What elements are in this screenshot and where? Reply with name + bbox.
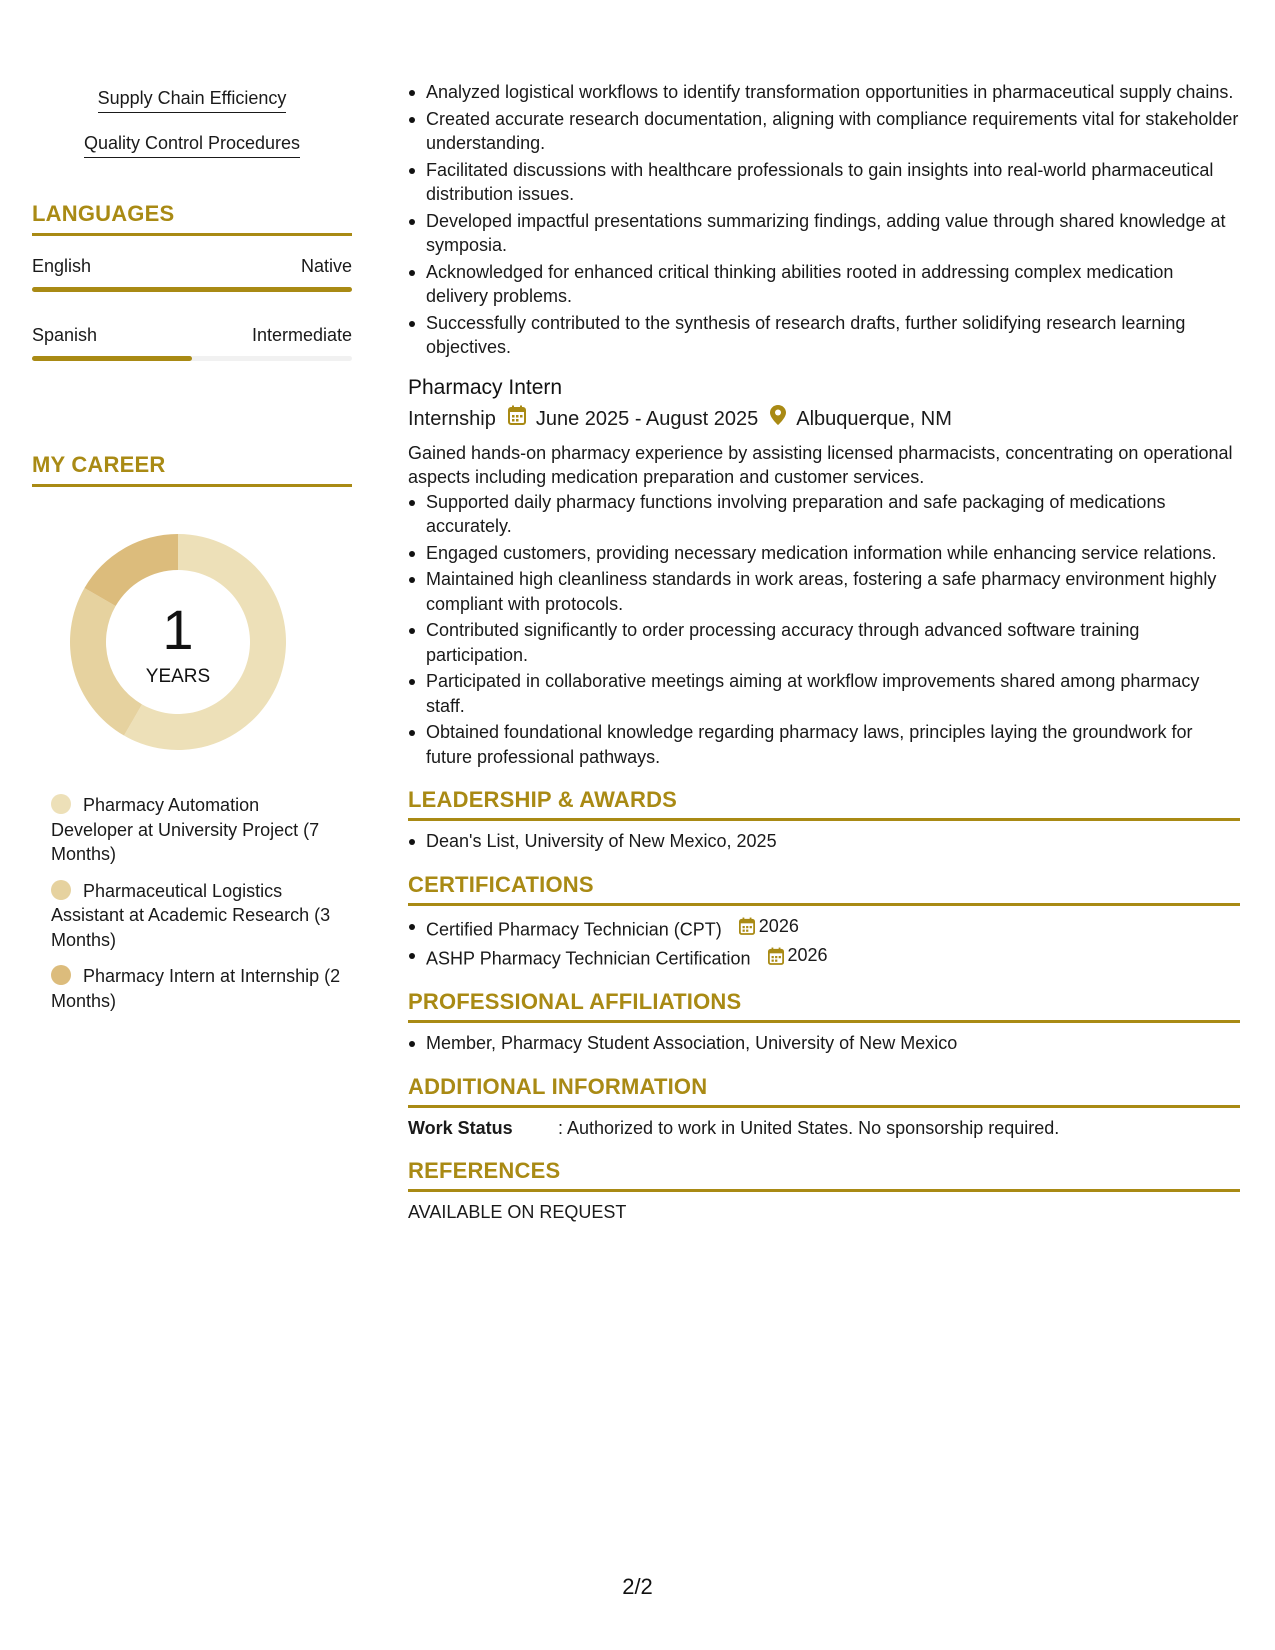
references-text: AVAILABLE ON REQUEST: [408, 1201, 627, 1222]
affiliations-list: [408, 1031, 1240, 1056]
donut-slice: [84, 534, 178, 606]
certification-year-text: 2026: [758, 915, 799, 936]
career-total-number: 1: [162, 598, 194, 661]
job-description: Gained hands-on pharmacy experience by assisting licensed pharmacists, concentrating on operational aspects including medication preparation and customer services.: [408, 442, 1233, 487]
language-name: English: [32, 256, 92, 276]
job-title: Pharmacy Intern: [408, 375, 563, 399]
list-item: Participated in collaborative meetings aiming at workflow improvements shared among pharmacy staff.: [408, 669, 1240, 718]
language-proficiency-fill: [32, 287, 352, 292]
career-legend: [51, 793, 341, 1025]
language-row: [32, 325, 352, 375]
list-item: Created accurate research documentation, aligning with compliance requirements vital for stakeholder understanding.: [408, 107, 1240, 156]
certification-name: Certified Pharmacy Technician (CPT): [426, 918, 722, 939]
skill-tag: Supply Chain Efficiency: [98, 86, 287, 113]
legend-dot: [51, 794, 71, 814]
career-heading: MY CAREER: [32, 452, 352, 487]
map-pin-icon: [770, 405, 786, 433]
job-location: Albuquerque, NM: [796, 407, 952, 430]
legend-dot: [51, 880, 71, 900]
certification-item: [408, 943, 1240, 971]
page-number: 2/2: [622, 1574, 653, 1599]
language-name: Spanish: [32, 325, 98, 345]
affiliations-heading: PROFESSIONAL AFFILIATIONS: [408, 989, 1240, 1023]
certification-year-text: 2026: [787, 945, 828, 966]
career-legend-item: [51, 793, 341, 867]
references-heading: REFERENCES: [408, 1158, 1240, 1192]
list-item: Engaged customers, providing necessary medication information while enhancing service relations.: [408, 541, 1240, 566]
research-bullets: [408, 80, 1240, 360]
legend-dot: [51, 965, 71, 985]
job-dates: June 2025 - August 2025: [535, 407, 759, 430]
list-item: Dean's List, University of New Mexico, 2025: [408, 829, 1240, 854]
main-content: [408, 80, 1240, 1224]
language-proficiency-bar: [32, 287, 352, 292]
skill-tags: [32, 86, 352, 176]
language-proficiency-fill: [32, 356, 192, 361]
certification-name: ASHP Pharmacy Technician Certification: [426, 948, 751, 969]
calendar-icon: [739, 917, 755, 935]
work-status-label: Work Status: [408, 1117, 513, 1138]
leadership-heading: LEADERSHIP & AWARDS: [408, 787, 1240, 821]
list-item: Contributed significantly to order processing accuracy through advanced software training participation.: [408, 618, 1240, 667]
job-bullets: [408, 490, 1240, 770]
list-item: Analyzed logistical workflows to identify transformation opportunities in pharmaceutical supply chains.: [408, 80, 1240, 105]
calendar-icon: [508, 405, 526, 433]
languages-heading: LANGUAGES: [32, 201, 352, 236]
list-item: Developed impactful presentations summarizing findings, adding value through shared knowledge at symposia.: [408, 209, 1240, 258]
skill-tag: Quality Control Procedures: [84, 131, 300, 158]
certifications-list: [408, 914, 1240, 972]
additional-info-heading: ADDITIONAL INFORMATION: [408, 1074, 1240, 1108]
language-level: Native: [300, 256, 352, 276]
job-meta: [408, 405, 1240, 433]
list-item: Acknowledged for enhanced critical thinking abilities rooted in addressing complex medication delivery problems.: [408, 260, 1240, 309]
list-item: Obtained foundational knowledge regarding pharmacy laws, principles laying the groundwork for future professional pathways.: [408, 720, 1240, 769]
work-status-value: : Authorized to work in United States. No sponsorship required.: [558, 1117, 1060, 1138]
career-donut-chart: [66, 530, 290, 754]
certification-item: [408, 914, 1240, 942]
job-type: Internship: [408, 407, 496, 430]
certifications-heading: CERTIFICATIONS: [408, 872, 1240, 906]
career-legend-item: [51, 964, 341, 1013]
career-legend-text: Pharmacy Intern at Internship (2 Months): [51, 966, 341, 1011]
list-item: Facilitated discussions with healthcare professionals to gain insights into real-world pharmaceutical distribution issues.: [408, 158, 1240, 207]
language-row: [32, 256, 352, 306]
language-level: Intermediate: [251, 325, 352, 345]
list-item: Member, Pharmacy Student Association, University of New Mexico: [408, 1031, 1240, 1056]
calendar-icon: [768, 947, 784, 965]
career-legend-text: Pharmacy Automation Developer at University Project (7 Months): [51, 795, 320, 864]
career-legend-item: [51, 879, 341, 953]
leadership-list: [408, 829, 1240, 854]
certification-year: [739, 914, 799, 939]
sidebar: [32, 0, 352, 1650]
list-item: Supported daily pharmacy functions involving preparation and safe packaging of medications accurately.: [408, 490, 1240, 539]
career-legend-text: Pharmaceutical Logistics Assistant at Academic Research (3 Months): [51, 880, 331, 950]
career-total-unit: YEARS: [145, 666, 211, 687]
list-item: Successfully contributed to the synthesis of research drafts, further solidifying research learning objectives.: [408, 311, 1240, 360]
certification-year: [768, 943, 828, 968]
list-item: Maintained high cleanliness standards in work areas, fostering a safe pharmacy environment highly compliant with protocols.: [408, 567, 1240, 616]
work-status-row: [408, 1116, 1240, 1140]
language-proficiency-bar: [32, 356, 352, 361]
